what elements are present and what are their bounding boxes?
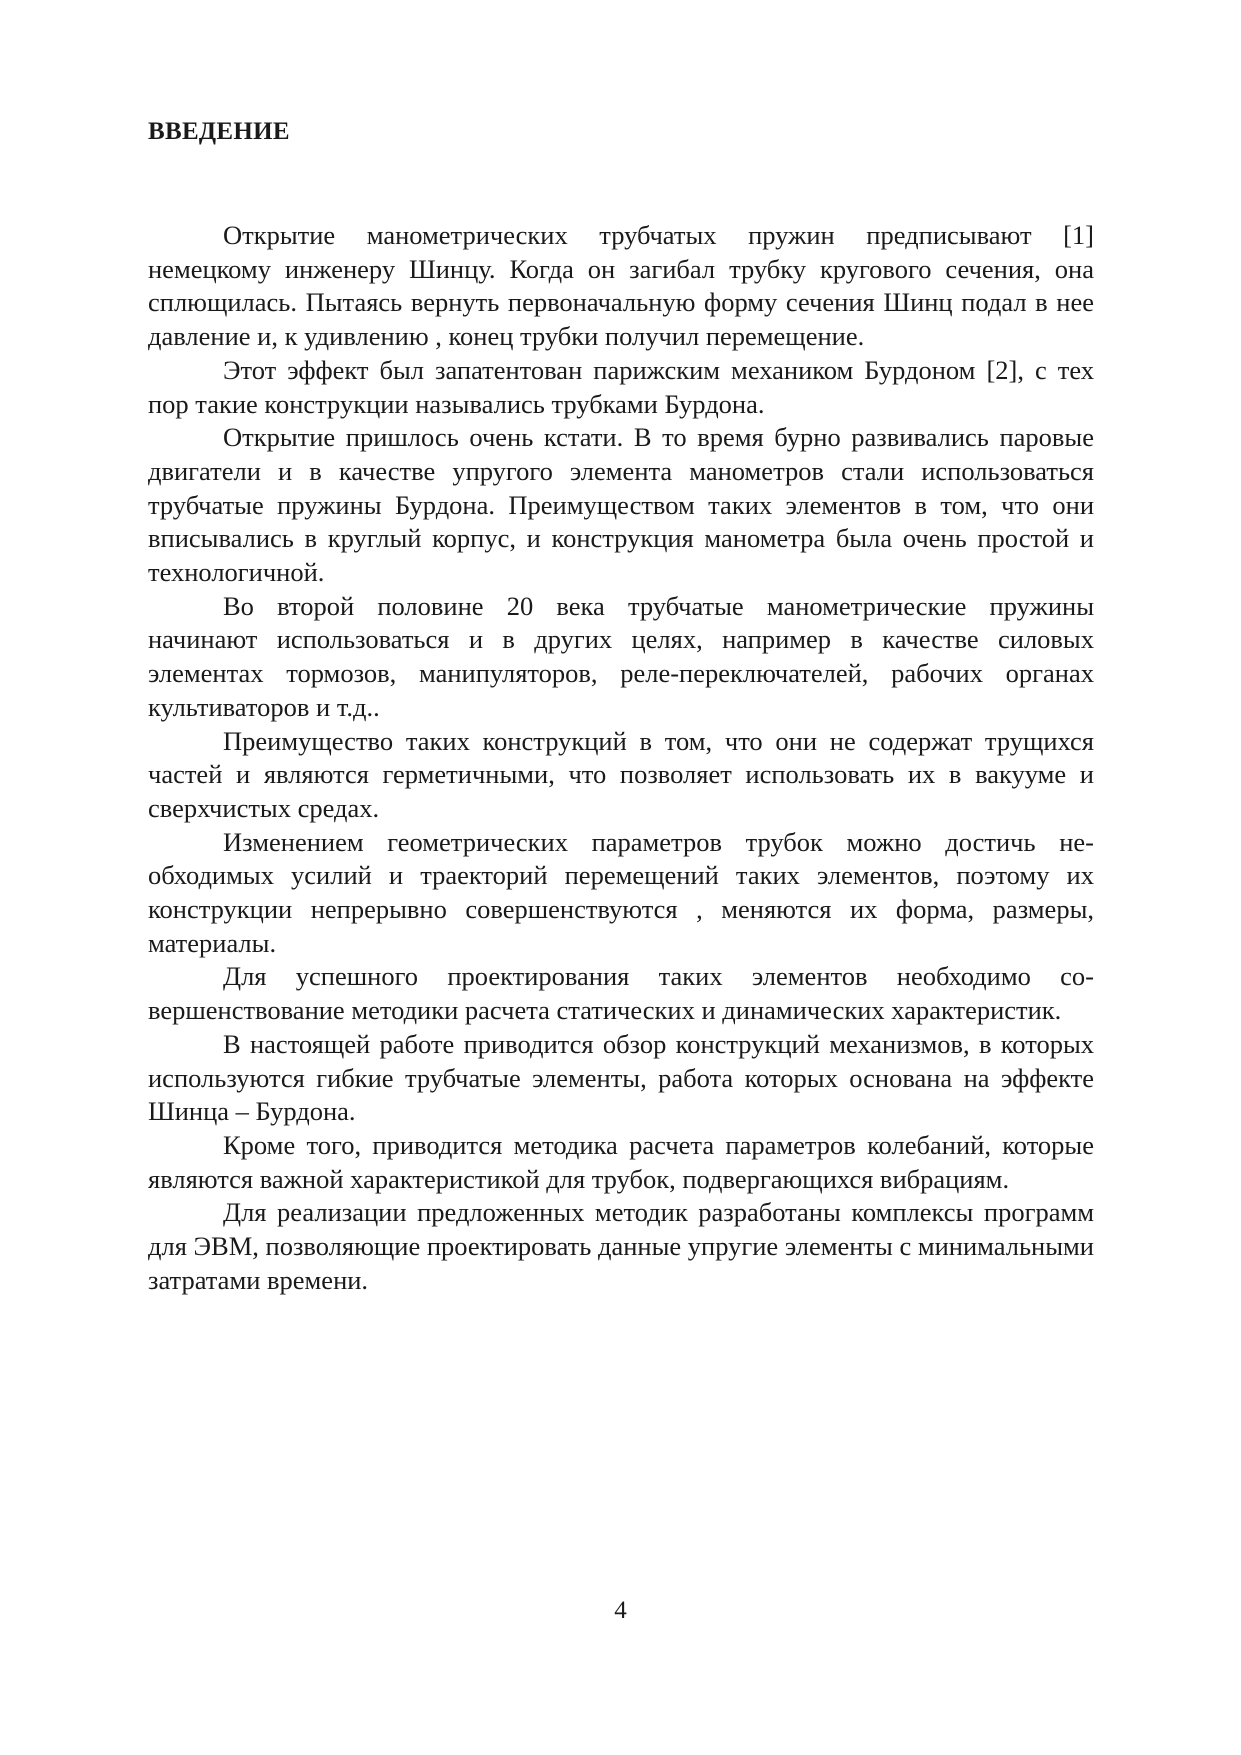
page-number: 4 <box>614 1597 627 1624</box>
section-heading: ВВЕДЕНИЕ <box>148 118 290 145</box>
paragraph: Изменением геометрических параметров трубок можно достичь необходимых усилий и траекторий перемещений таких элементов, поэтому их конструкции непрерывно совершенствуются , меняются их форма, размеры, материалы. <box>148 826 1094 958</box>
paragraph: Этот эффект был запатентован парижским механиком Бурдоном [2], с тех пор такие конструкции назывались трубками Бурдона. <box>148 354 1094 419</box>
paragraph: Кроме того, приводится методика расчета параметров колебаний, которые являются важной характеристикой для трубок, подвергающихся вибрациям. <box>148 1129 1094 1194</box>
paragraph: В настоящей работе приводится обзор конструкций механизмов, в которых используются гибкие трубчатые элементы, работа которых основана на эффекте Шинца – Бурдона. <box>148 1028 1094 1127</box>
paragraph: Открытие пришлось очень кстати. В то время бурно развивались паровые двигатели и в качестве упругого элемента манометров стали использоваться трубчатые пружины Бурдона. Преимуществом таких элементов в том, что они вписывались в круглый корпус, и конструкция манометра была очень простой и технологичной. <box>148 422 1094 588</box>
paragraph: Для реализации предложенных методик разработаны комплексы программ для ЭВМ, позволяющие проектировать данные упругие элементы с минимальными затратами времени. <box>148 1197 1094 1295</box>
paragraph: Открытие манометрических трубчатых пружин предписывают [1] немецкому инженеру Шинцу. Когда он загибал трубку кругового сечения, она сплющилась. Пытаясь вернуть первоначальную форму сечения Шинц подал в нее давление и, к удивлению , конец трубки получил перемещение. <box>148 220 1094 352</box>
body-text <box>148 219 1094 1298</box>
paragraph: Во второй половине 20 века трубчатые манометрические пружины начинают использоваться и в других целях, например в качестве силовых элементах тормозов, манипуляторов, реле-переключателей, рабочих органах культиваторов и т.д.. <box>148 590 1094 722</box>
paragraph: Для успешного проектирования таких элементов необходимо совершенствование методики расчета статических и динамических характеристик. <box>148 961 1094 1026</box>
paragraph: Преимущество таких конструкций в том, что они не содержат трущихся частей и являются герметичными, что позволяет использовать их в вакууме и сверхчистых средах. <box>148 725 1094 823</box>
